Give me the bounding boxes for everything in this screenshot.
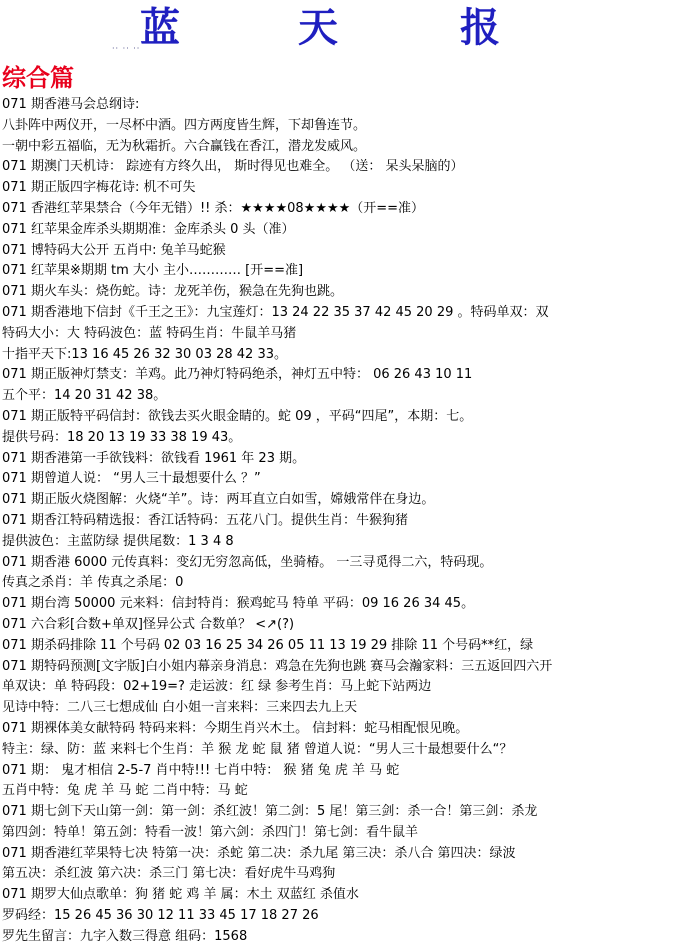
content-lines <box>2 95 692 948</box>
content-line: 五个平：14 20 31 42 38。 <box>2 388 167 404</box>
content-line: 071 期香港第一手欲钱料：欲钱看 1961 年 23 期。 <box>2 450 306 466</box>
content-line: 071 期特码预测[文字版]白小姐内幕亲身消息：鸡急在先狗也跳 赛马会瀚家料：三五返回四六开 <box>2 658 553 674</box>
content-line: 071 期台湾 50000 元来料：信封特肖：猴鸡蛇马 特单 平码：09 16 26 34 45。 <box>2 596 475 612</box>
masthead <box>0 0 692 60</box>
content-line: 071 期香港马会总纲诗: <box>2 97 140 112</box>
masthead-char-3: 报 <box>460 4 500 51</box>
content-line: 第五决：杀红波 第六决：杀三门 第七决：看好虎牛马鸡狗 <box>2 866 336 882</box>
content-line: 071 期香港地下信封《千王之王》：九宝莲灯：13 24 22 35 37 42 45 20 29 。特码单双：双 <box>2 304 549 320</box>
content-line: 提供号码：18 20 13 19 33 38 19 43。 <box>2 429 242 445</box>
content-line: 罗码经：15 26 45 36 30 12 11 33 45 17 18 27 26 <box>2 908 319 924</box>
content-line: 071 期杀码排除 11 个号码 02 03 16 25 34 26 05 11 13 19 29 排除 11 个号码**红，绿 <box>2 637 534 653</box>
content-line: 071 期澳门天机诗： 踪迹有方终久出， 斯时得见也难全。 （送： 呆头呆脑的） <box>2 159 464 175</box>
content-line: 071 期香港红苹果特七决 特第一决：杀蛇 第二决：杀九尾 第三决：杀八合 第四决：绿波 <box>2 845 516 861</box>
content-line: 特码大小：大 特码波色：蓝 特码生肖：牛鼠羊马猪 <box>2 325 297 341</box>
masthead-char-2: 天 <box>298 4 338 51</box>
content-line: 071 期火车头：烧伤蛇。诗：龙死羊伤，猴急在先狗也跳。 <box>2 284 343 300</box>
content-line: 071 期裸体美女献特码 特码来料：今期生肖兴木土。 信封料：蛇马相配恨见晚。 <box>2 720 469 736</box>
content-line: 071 期正版特平码信封：欲钱去买火眼金睛的。蛇 09 ，平码“四尾”，本期：七。 <box>2 408 473 424</box>
content-line: 071 红苹果金库杀头期期准：金库杀头 0 头（准） <box>2 221 295 237</box>
masthead-char-1: 蓝 <box>140 4 180 51</box>
content-line: 见诗中特：二八三七想成仙 白小姐一言来料：三来四去九上天 <box>2 700 358 716</box>
content-line: 071 六合彩[合数+单双]怪异公式 合数单？ <↗(?) <box>2 616 295 632</box>
content-line: 第四剑：特单！第五剑：特看一波！第六剑：杀四门！第七剑：看牛鼠羊 <box>2 824 419 840</box>
content-line: 071 红苹果※期期 tm 大小 主小………… [开==准] <box>2 263 304 279</box>
content-line: 071 期正版神灯禁支：羊鸡。此乃神灯特码绝杀，神灯五中特： 06 26 43 10 11 <box>2 367 473 383</box>
content-line: 071 期正版火烧图解：火烧“羊”。诗：两耳直立白如雪，嫦娥常伴在身边。 <box>2 492 435 508</box>
content-line: 071 期曾道人说： “男人三十最想要什么 ？” <box>2 471 261 487</box>
section-title: 综合篇 <box>2 63 74 92</box>
masthead-underline-decoration: ·· ·· ·· <box>112 44 141 53</box>
content-line: 罗先生留言：九字入数三得意 组码：1568 <box>2 928 248 944</box>
content-line: 十指平天下:13 16 45 26 32 30 03 28 42 33。 <box>2 346 287 362</box>
content-line: 071 期七剑下天山第一剑：第一剑：杀红波！第二剑：5 尾！第三剑：杀一合！第三剑：杀龙 <box>2 804 538 820</box>
content-line: 单双诀：单 特码段：02+19=? 走运波：红 绿 参考生肖：马上蛇下站两边 <box>2 679 432 695</box>
content-line: 071 期香江特码精选报：香江话特码：五花八门。提供生肖：牛猴狗猪 <box>2 512 408 528</box>
content-line: 五肖中特：兔 虎 羊 马 蛇 二肖中特：马 蛇 <box>2 783 248 799</box>
content-line: 一朝中彩五福临，无为秋霜折。六合赢钱在香江，潜龙发威风。 <box>2 138 367 154</box>
content-line: 071 期： 鬼才相信 2-5-7 肖中特!!! 七肖中特： 猴 猪 兔 虎 羊 马 蛇 <box>2 762 400 778</box>
content-line: 071 期香港 6000 元传真料：变幻无穷忽高低，坐骑椿。 一三寻觅得二六，特码现。 <box>2 554 493 570</box>
content-line: 071 博特码大公开 五肖中: 兔羊马蛇猴 <box>2 242 226 258</box>
content-line: 特主：绿、防：蓝 来料七个生肖：羊 猴 龙 蛇 鼠 猪 曾道人说：“男人三十最想要什么“？ <box>2 741 513 757</box>
content-line: 071 香港红苹果禁合（今年无错）!! 杀：★★★★08★★★★（开==准） <box>2 200 425 216</box>
content-line: 071 期罗大仙点歌单：狗 猪 蛇 鸡 羊 属：木土 双蓝红 杀值水 <box>2 887 359 903</box>
content-line: 071 期正版四字梅花诗: 机不可失 <box>2 180 196 196</box>
content-line: 提供波色：主蓝防绿 提供尾数：1 3 4 8 <box>2 533 234 549</box>
content-line: 传真之杀肖：羊 传真之杀尾：0 <box>2 575 184 591</box>
content-line: 八卦阵中两仪开，一尽杯中酒。四方两度皆生辉，下却鲁连节。 <box>2 117 367 133</box>
